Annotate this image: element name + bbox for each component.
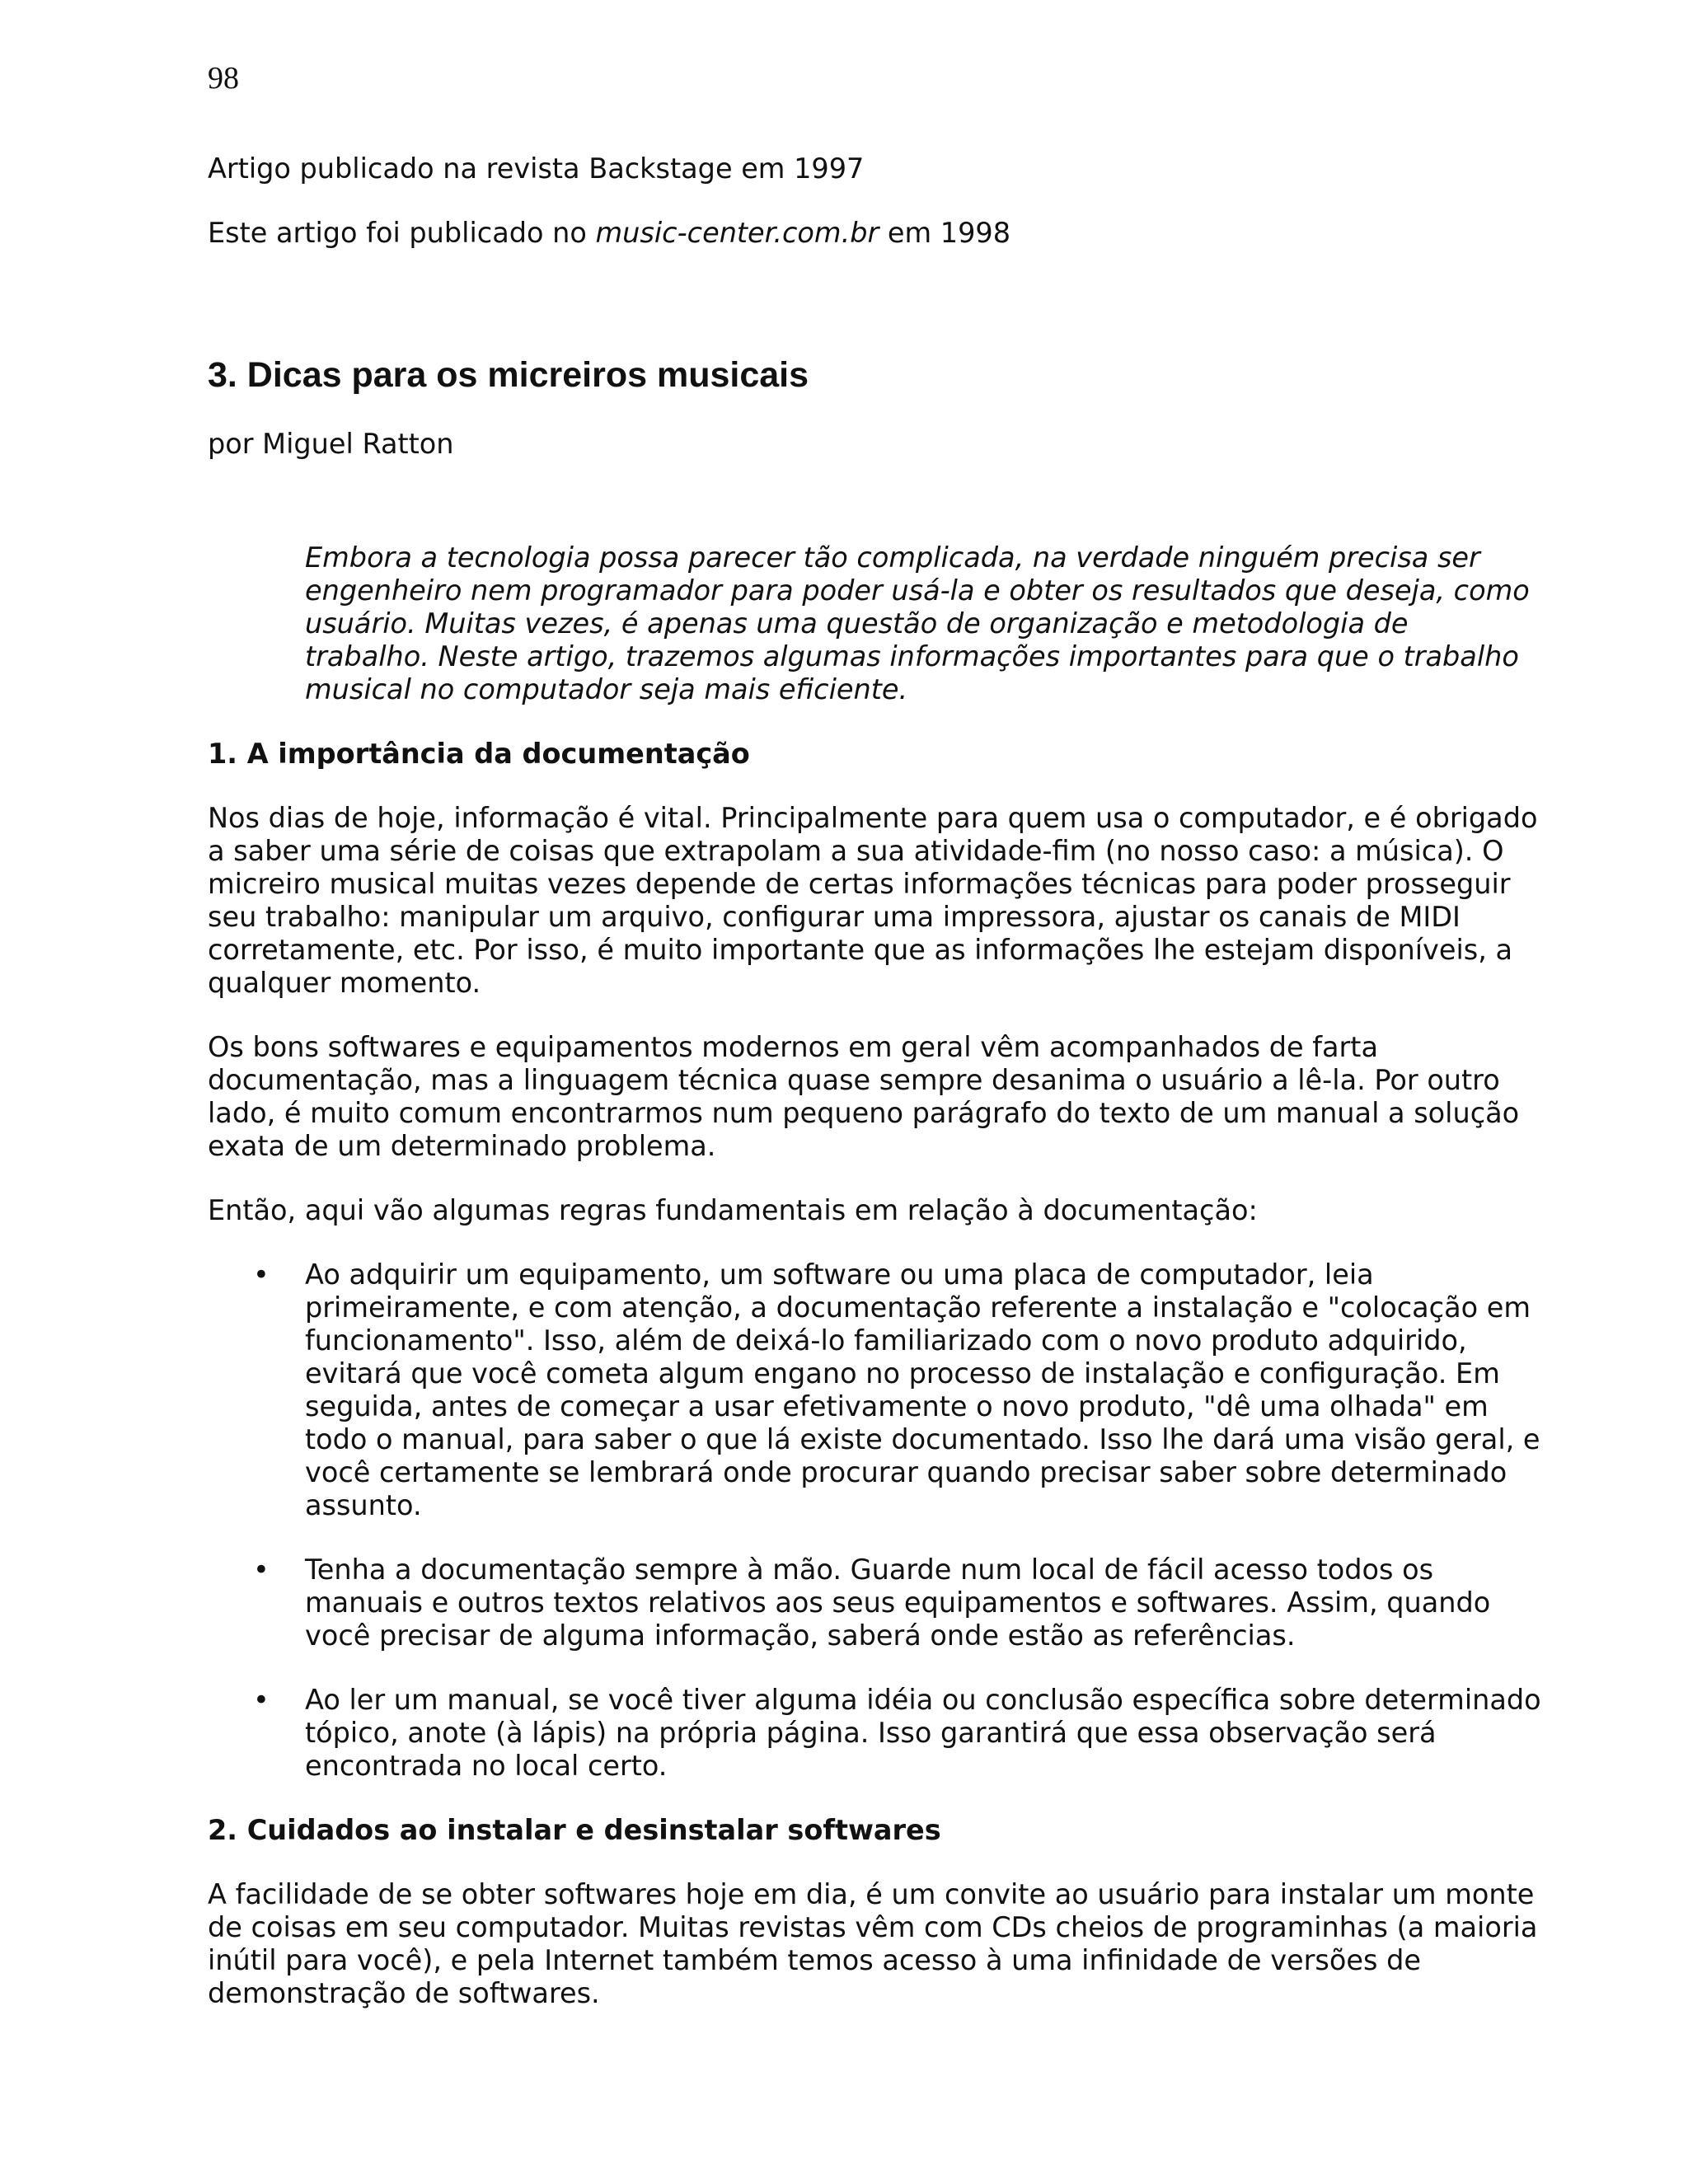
website-name: music-center.com.br [595,217,879,249]
publication-note-suffix: em 1998 [879,217,1011,249]
paragraph: Então, aqui vão algumas regras fundamentais em relação à documentação: [208,1194,1258,1226]
list-item-text: Ao ler um manual, se você tiver alguma idéia ou conclusão específica sobre determinado tópico, anote (à lápis) na própria página. Isso garantirá que essa observação será encontrada no local certo. [305,1684,1541,1782]
paragraph: Os bons softwares e equipamentos modernos em geral vêm acompanhados de farta documentação, mas a linguagem técnica quase sempre desanima o usuário a lê-la. Por outro lado, é muito comum encontrarmos num pequeno parágrafo do texto de um manual a solução exata de um determinado problema. [208,1031,1520,1162]
list-item [208,1684,1541,1783]
list-item [208,1258,1541,1522]
publication-note-magazine: Artigo publicado na revista Backstage em 1997 [208,152,865,185]
publication-note-website [208,217,1543,250]
list-item [208,1554,1541,1652]
paragraph: A facilidade de se obter softwares hoje em dia, é um convite ao usuário para instalar um monte de coisas em seu computador. Muitas revistas vêm com CDs cheios de programinhas (a maioria inútil para você), e pela Internet também temos acesso à uma infinidade de versões de demonstração de softwares. [208,1878,1538,2009]
section-heading-documentation: 1. A importância da documentação [208,738,750,770]
list-item-text: Ao adquirir um equipamento, um software ou uma placa de computador, leia primeiramente, e com atenção, a documentação referente a instalação e "colocação em funcionamento". Isso, além de deixá-lo familiarizado com o novo produto adquirido, evitará que você cometa algum engano no processo de instalação e configuração. Em seguida, antes de começar a usar efetivamente o novo produto, "dê uma olhada" em todo o manual, para saber o que lá existe documentado. Isso lhe dará uma visão geral, e você certamente se lembrará onde procurar quando precisar saber sobre determinado assunto. [305,1258,1540,1521]
bullet-icon: • [253,1554,270,1586]
rules-list [208,1258,1543,1783]
bullet-icon: • [253,1684,270,1716]
bullet-icon: • [253,1258,270,1291]
publication-note-prefix: Este artigo foi publicado no [208,217,596,249]
article-title: 3. Dicas para os micreiros musicais [208,355,809,395]
paragraph: Nos dias de hoje, informação é vital. Principalmente para quem usa o computador, e é obrigado a saber uma série de coisas que extrapolam a sua atividade-fim (no nosso caso: a música). O micreiro musical muitas vezes depende de certas informações técnicas para poder prosseguir seu trabalho: manipular um arquivo, configurar uma impressora, ajustar os canais de MIDI corretamente, etc. Por isso, é muito importante que as informações lhe estejam disponíveis, a qualquer momento. [208,802,1538,999]
list-item-text: Tenha a documentação sempre à mão. Guarde num local de fácil acesso todos os manuais e outros textos relativos aos seus equipamentos e softwares. Assim, quando você precisar de alguma informação, saberá onde estão as referências. [305,1554,1491,1652]
article-abstract: Embora a tecnologia possa parecer tão complicada, na verdade ninguém precisa ser engenheiro nem programador para poder usá-la e obter os resultados que deseja, como usuário. Muitas vezes, é apenas uma questão de organização e metodologia de trabalho. Neste artigo, trazemos algumas informações importantes para que o trabalho musical no computador seja mais eficiente. [305,541,1530,705]
page-content [208,152,1543,2010]
section-heading-installation: 2. Cuidados ao instalar e desinstalar softwares [208,1814,941,1846]
article-author: por Miguel Ratton [208,428,454,460]
page-number: 98 [208,61,239,96]
